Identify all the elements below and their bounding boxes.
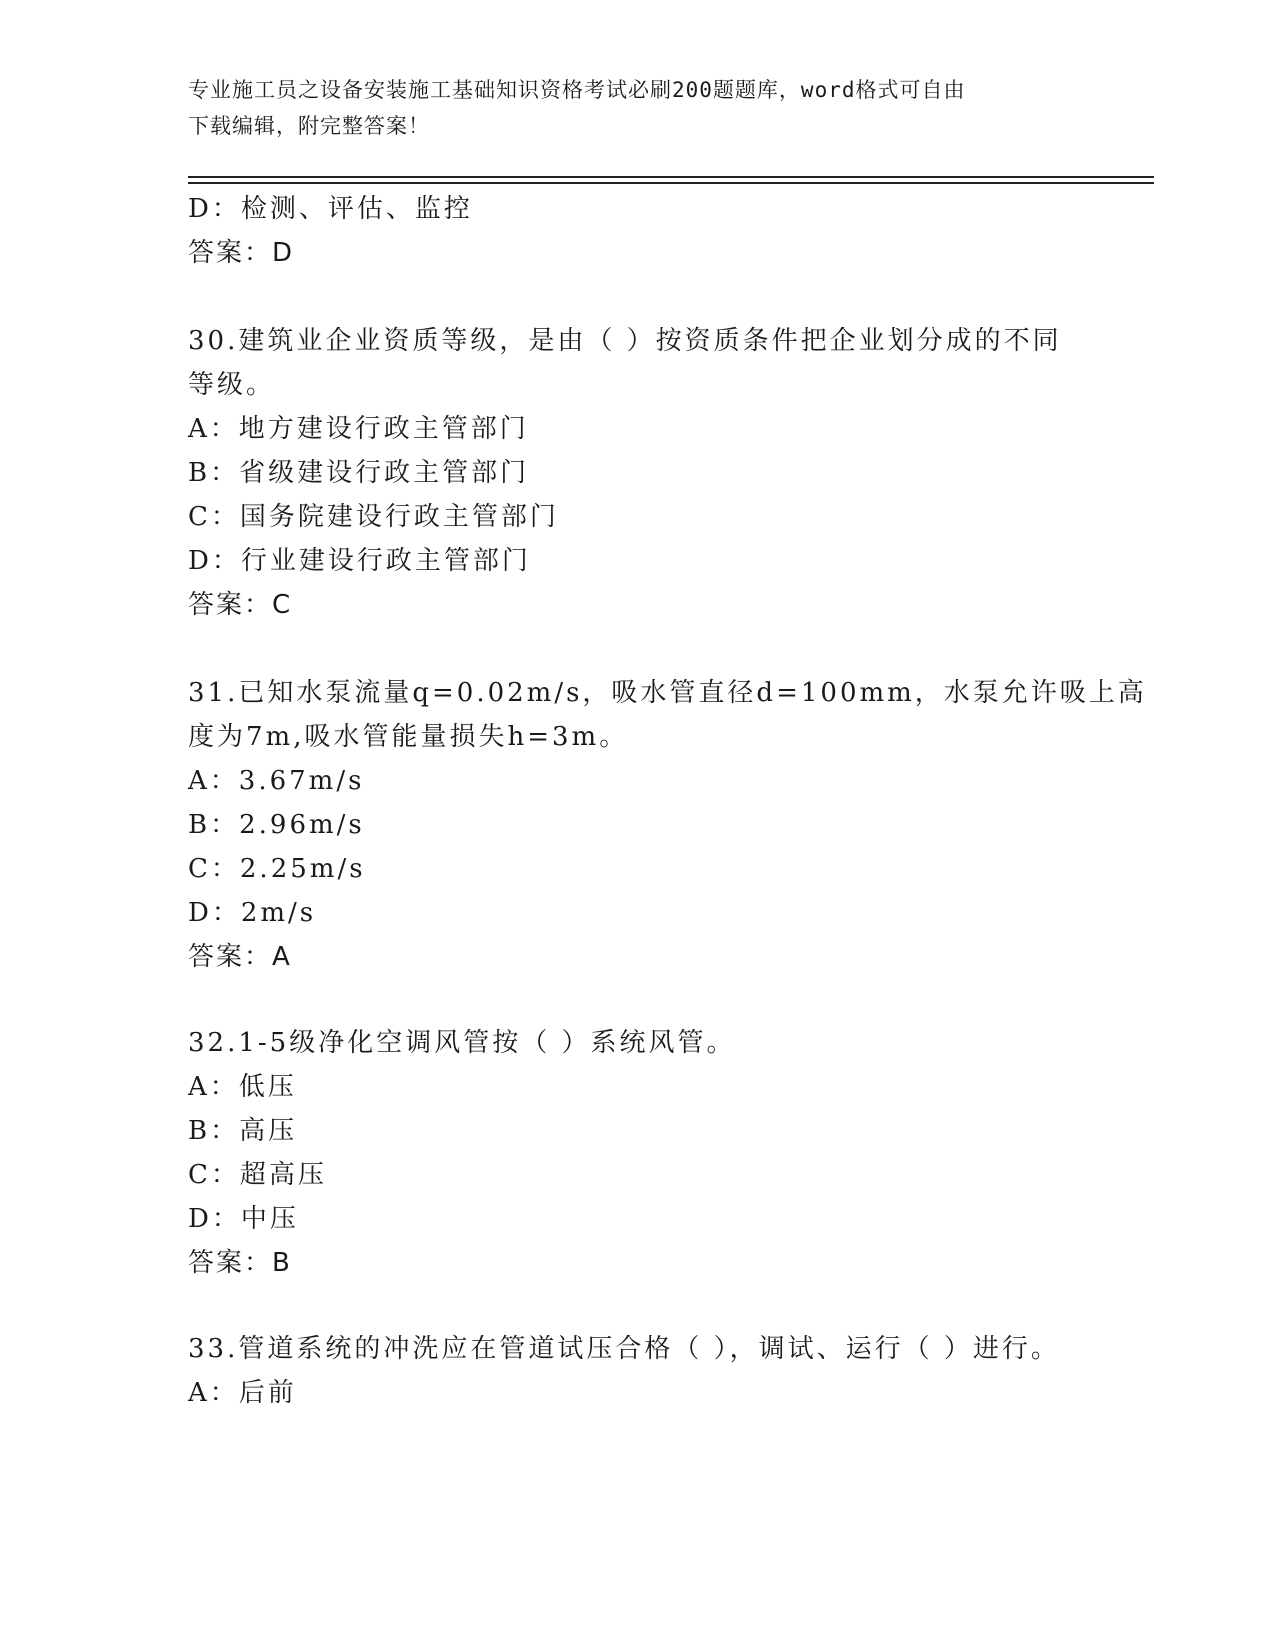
question-30-line-2: 等级。 [188, 370, 276, 400]
question-31-line-1: 31.已知水泵流量q=0.02m/s，吸水管直径d=100mm，水泵允许吸上高 [188, 678, 1147, 708]
header-divider-top [188, 176, 1154, 178]
option-b-q30: B：省级建设行政主管部门 [188, 458, 530, 488]
option-d-q29: D：检测、评估、监控 [188, 194, 473, 224]
question-30-line-1: 30.建筑业企业资质等级，是由（ ）按资质条件把企业划分成的不同 [188, 326, 1062, 356]
document-header [188, 72, 1068, 144]
header-line-1: 专业施工员之设备安装施工基础知识资格考试必刷200题题库，word格式可自由 [188, 78, 966, 102]
option-c-q32: C：超高压 [188, 1160, 327, 1190]
option-a-q33: A：后前 [188, 1378, 297, 1408]
header-divider-bottom [188, 182, 1154, 184]
option-a-q31: A：3.67m/s [188, 766, 365, 796]
answer-q30: 答案：C [188, 590, 293, 620]
question-33: 33.管道系统的冲洗应在管道试压合格（ ），调试、运行（ ）进行。 [188, 1334, 1060, 1364]
option-d-q30: D：行业建设行政主管部门 [188, 546, 531, 576]
question-32: 32.1-5级净化空调风管按（ ）系统风管。 [188, 1028, 736, 1058]
answer-q31: 答案：A [188, 942, 292, 972]
header-line-2: 下载编辑，附完整答案！ [188, 114, 430, 138]
option-a-q30: A：地方建设行政主管部门 [188, 414, 529, 444]
option-b-q32: B：高压 [188, 1116, 298, 1146]
option-c-q30: C：国务院建设行政主管部门 [188, 502, 559, 532]
option-d-q32: D：中压 [188, 1204, 299, 1234]
option-a-q32: A：低压 [188, 1072, 297, 1102]
question-31-line-2: 度为7m,吸水管能量损失h=3m。 [188, 722, 629, 752]
answer-q32: 答案：B [188, 1248, 292, 1278]
option-d-q31: D：2m/s [188, 898, 317, 928]
answer-q29: 答案：D [188, 238, 295, 268]
option-b-q31: B：2.96m/s [188, 810, 365, 840]
option-c-q31: C：2.25m/s [188, 854, 366, 884]
